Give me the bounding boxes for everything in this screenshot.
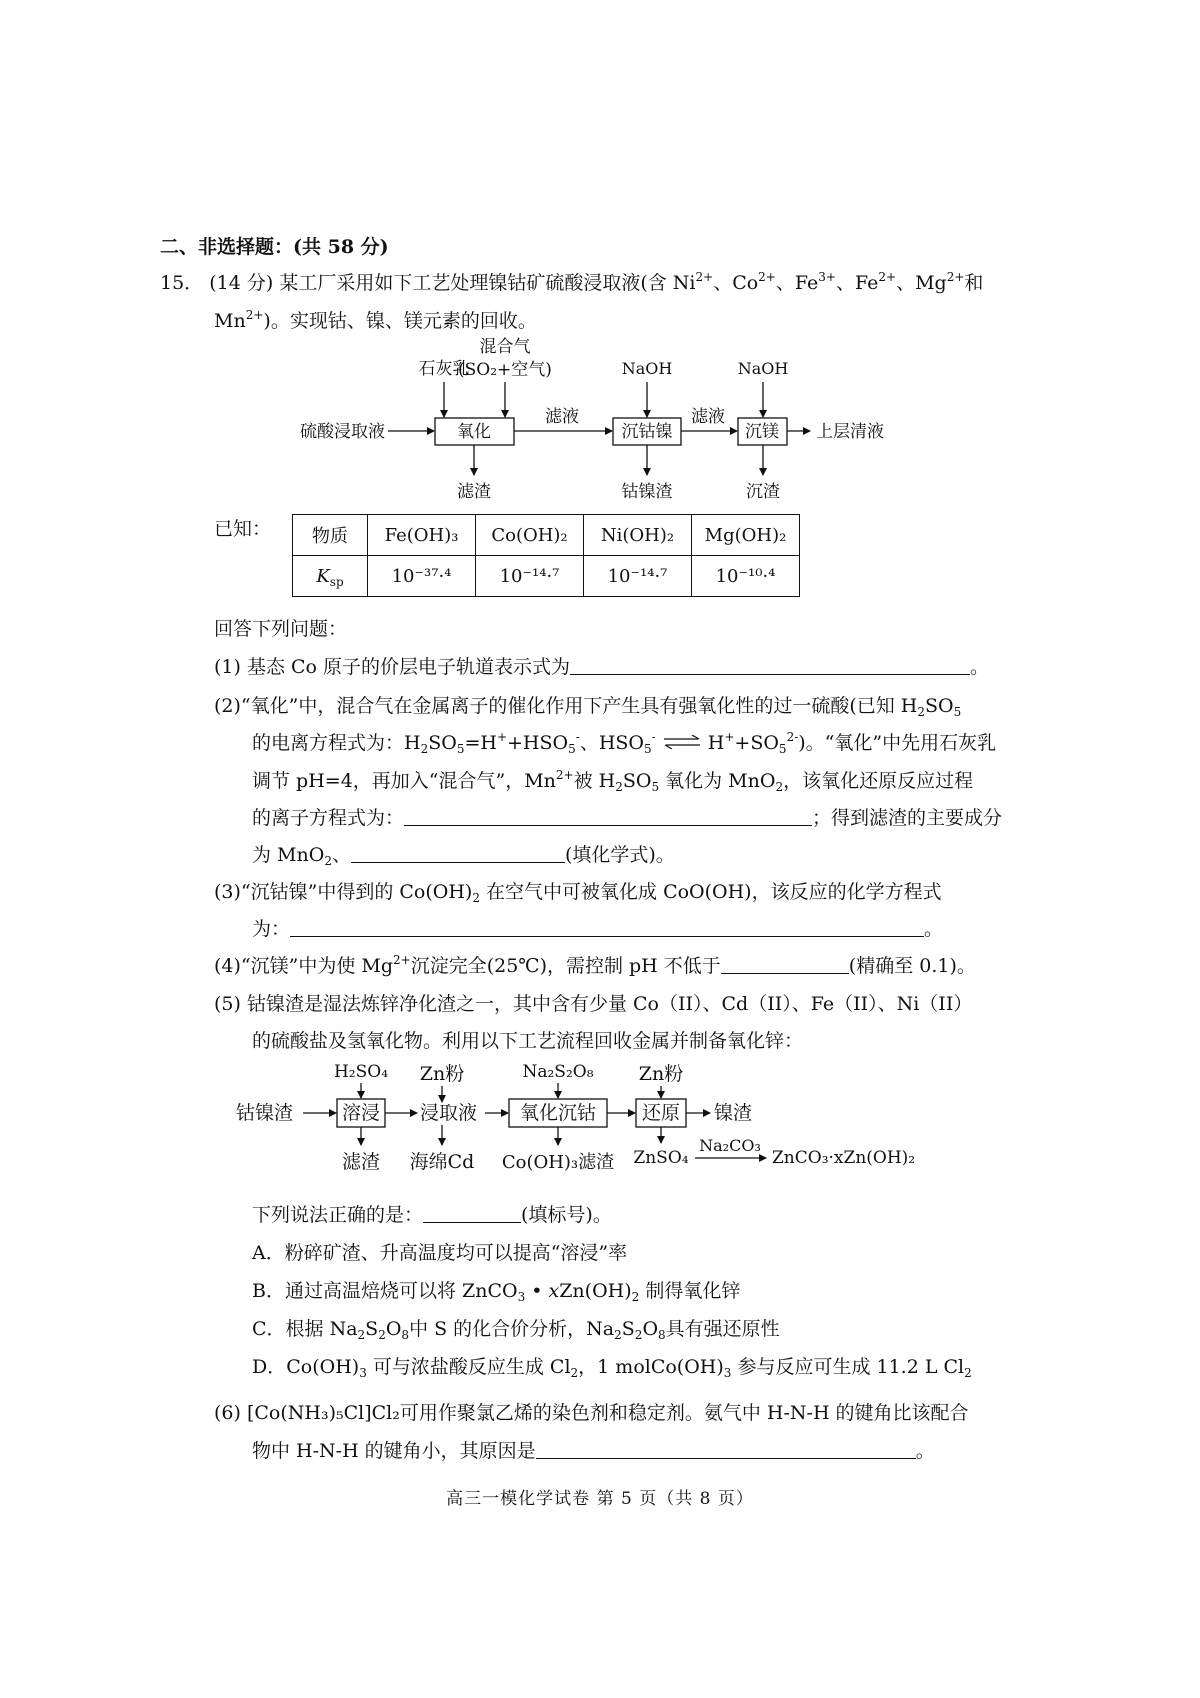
q15-intro-line2: $Mn^{2+}$)。实现钴、镍、镁元素的回收。 [214, 308, 537, 332]
flow2-co-residue: Co(OH)₃滤渣 [501, 1152, 615, 1173]
question-2-line2: 的电离方程式为：$H_2SO_5=H^++HSO_5^-$、$HSO_5^-$ $H^++SO_5^{2-}$)。“氧化”中先用石灰乳 [252, 730, 997, 756]
flow1-residue1: 滤渣 [457, 482, 491, 502]
flow2-sponge-cd: 海绵Cd [409, 1151, 475, 1173]
ksp-value-cell: 10⁻¹⁴·⁷ [584, 556, 692, 597]
ksp-header-cell: Co(OH)₂ [476, 515, 584, 556]
flow2-na2co3: Na₂CO₃ [699, 1136, 761, 1155]
option-d: D．$Co(OH)_3$ 可与浓盐酸反应生成 $Cl_2$，1 $molCo(OH)_3$ 参与反应可生成 11.2 L $Cl_2$ [252, 1356, 972, 1380]
known-label: 已知： [214, 518, 272, 540]
question-5-line2: 的硫酸盐及氢氧化物。利用以下工艺流程回收金属并制备氧化锌： [252, 1030, 804, 1052]
option-a: A．粉碎矿渣、升高温度均可以提高“溶浸”率 [252, 1242, 628, 1264]
flow2-zn1: Zn粉 [419, 1063, 465, 1085]
q2-equation-blank[interactable] [404, 808, 812, 826]
ksp-table-value-row [293, 556, 800, 597]
q5-line1: 钴镍渣是湿法炼锌净化渣之一，其中含有少量 Co（II）、Cd（II）、Fe（II）、Ni（II） [246, 993, 973, 1015]
flow2-oxidant: Na₂S₂O₈ [522, 1062, 594, 1082]
question-2-line4: 的离子方程式为： ；得到滤渣的主要成分 [252, 807, 1003, 829]
flow1-filtrate2: 滤液 [691, 407, 725, 427]
flow1-naoh2: NaOH [737, 359, 789, 378]
flow1-lime: 石灰乳 [418, 359, 470, 379]
flow1-box3-label: 沉镁 [745, 422, 779, 442]
question-3-line2: 为： 。 [252, 918, 944, 940]
q5-choice-blank[interactable] [423, 1205, 521, 1223]
question-2-line3: 调节 pH=4，再加入“混合气”，$Mn^{2+}$被 $H_2SO_5$ 氧化为 MnO$_2$，该氧化还原反应过程 [252, 768, 974, 794]
ksp-header-cell: 物质 [293, 515, 368, 556]
page-footer: 高三一模化学试卷 第 5 页（共 8 页） [446, 1489, 754, 1509]
flow1-residue2: 钴镍渣 [621, 482, 673, 502]
flow1-gas-bottom: (SO₂+空气) [458, 360, 552, 380]
q15-intro: 某工厂采用如下工艺处理镍钴矿硫酸浸取液(含 Ni [279, 272, 696, 294]
q4-text-a: “沉镁”中为使 Mg [240, 955, 394, 977]
flow2-residue1: 滤渣 [341, 1151, 381, 1173]
process-flow-diagram-2 [236, 1058, 986, 1178]
q4-number: (4) [214, 955, 241, 977]
option-c: C．根据 $Na_2S_2O_8$中 S 的化合价分析，$Na_2S_2O_8$具有强还原性 [252, 1318, 780, 1342]
q3-line2: 为： [252, 918, 291, 940]
q2-residue-blank[interactable] [351, 845, 565, 863]
answer-prompt: 回答下列问题： [214, 618, 348, 640]
flow2-znso4: ZnSO₄ [633, 1148, 689, 1168]
question-1: (1) 基态 Co 原子的价层电子轨道表示式为 。 [214, 656, 990, 678]
flow1-box2-label: 沉钴镍 [621, 422, 673, 442]
q3-number: (3) [214, 881, 241, 903]
flow2-product: ZnCO₃·xZn(OH)₂ [772, 1148, 916, 1168]
q6-line1: 可用作聚氯乙烯的染色剂和稳定剂。氨气中 H-N-H 的键角比该配合 [399, 1402, 969, 1424]
q6-complex-formula: [Co(NH₃)₅Cl]Cl₂ [246, 1402, 400, 1424]
q1-answer-blank[interactable] [570, 657, 970, 675]
q5-number: (5) [214, 993, 241, 1015]
q2-line1: “氧化”中，混合气在金属离子的催化作用下产生具有强氧化性的过一硫酸(已知 H [240, 695, 918, 717]
flow2-box3-label: 还原 [641, 1102, 681, 1124]
q15-intro-mn: Mn [214, 310, 246, 332]
flow1-output: 上层清液 [816, 422, 884, 442]
question-5-line1 [214, 989, 972, 1016]
question-2-line1: (2)“氧化”中，混合气在金属离子的催化作用下产生具有强氧化性的过一硫酸(已知 $H_2SO_5$ [214, 695, 962, 719]
flow2-box1-label: 溶浸 [341, 1102, 381, 1124]
ksp-table-header-row [293, 515, 800, 556]
flow1-gas-top: 混合气 [479, 337, 531, 357]
q3-answer-blank[interactable] [290, 919, 924, 937]
q4-text-b: 沉淀完全(25℃)，需控制 pH 不低于 [410, 955, 721, 977]
ksp-value-cell: 10⁻³⁷·⁴ [368, 556, 476, 597]
q15-intro-line1: 15． (14 分) 某工厂采用如下工艺处理镍钴矿硫酸浸取液(含 $Ni^{2+}$、$Co^{2+}$、$Fe^{3+}$、$Fe^{2+}$、$Mg^{2+}$和 [160, 270, 984, 294]
q6-line2: 物中 H-N-H 的键角小，其原因是 [252, 1440, 536, 1462]
flow1-residue3: 沉渣 [746, 482, 780, 502]
q2-number: (2) [214, 695, 241, 717]
question-2-line5: 为 MnO$_2$、 (填化学式)。 [252, 844, 675, 868]
ksp-header-cell: Mg(OH)₂ [692, 515, 800, 556]
reversible-arrow-icon [662, 735, 702, 749]
ksp-value-cell: 10⁻¹⁰·⁴ [692, 556, 800, 597]
q15-points: (14 分) [209, 272, 274, 294]
q6-number: (6) [214, 1402, 241, 1424]
q2-line5: 为 MnO [252, 844, 325, 866]
flow2-acid: H₂SO₄ [333, 1062, 389, 1082]
flow2-ni-residue: 镍渣 [714, 1102, 753, 1124]
process-flow-diagram-1 [300, 332, 920, 510]
q3-line1: “沉钴镍”中得到的 Co(OH) [240, 881, 473, 903]
ksp-value-cell: 10⁻¹⁴·⁷ [476, 556, 584, 597]
question-6-line1 [214, 1398, 969, 1425]
flow2-zn2: Zn粉 [638, 1063, 684, 1085]
q2-line3: 调节 pH=4，再加入“混合气”，Mn [252, 770, 556, 792]
q6-answer-blank[interactable] [536, 1441, 916, 1459]
q4-ph-blank[interactable] [721, 956, 849, 974]
flow1-box1-label: 氧化 [457, 422, 491, 442]
flow1-filtrate1: 滤液 [545, 407, 579, 427]
question-6-line2: 物中 H-N-H 的键角小，其原因是 。 [252, 1440, 935, 1462]
flow2-feed: 钴镍渣 [236, 1102, 294, 1124]
q15-intro-end: )。实现钴、镍、镁元素的回收。 [263, 310, 537, 332]
flow1-naoh1: NaOH [621, 359, 673, 378]
ksp-header-cell: Ni(OH)₂ [584, 515, 692, 556]
q15-number: 15． [160, 272, 204, 294]
question-4: (4)“沉镁”中为使 $Mg^{2+}$沉淀完全(25℃)，需控制 pH 不低于 (精确至 0.1)。 [214, 953, 976, 977]
question-5-prompt: 下列说法正确的是： (填标号)。 [252, 1204, 612, 1226]
section-title: 二、非选择题：(共 58 分) [160, 236, 389, 258]
flow2-leach-liquor: 浸取液 [420, 1102, 478, 1124]
ksp-row-label: $K_{sp}$ [293, 556, 368, 597]
q5-prompt-a: 下列说法正确的是： [252, 1204, 424, 1226]
ksp-table [292, 514, 800, 597]
flow2-box2-label: 氧化沉钴 [519, 1102, 597, 1124]
q2-line4: 的离子方程式为： [252, 807, 405, 829]
question-3-line1: (3)“沉钴镍”中得到的 $Co(OH)_2$ 在空气中可被氧化成 CoO(OH)，该反应的化学方程式 [214, 881, 942, 905]
flow1-feed: 硫酸浸取液 [300, 422, 385, 442]
q1-text: 基态 Co 原子的价层电子轨道表示式为 [246, 656, 571, 678]
ksp-header-cell: Fe(OH)₃ [368, 515, 476, 556]
option-b: B．通过高温焙烧可以将 ZnCO$_3$ • $xZn(OH)_2$ 制得氧化锌 [252, 1280, 741, 1304]
q1-number: (1) [214, 656, 241, 678]
